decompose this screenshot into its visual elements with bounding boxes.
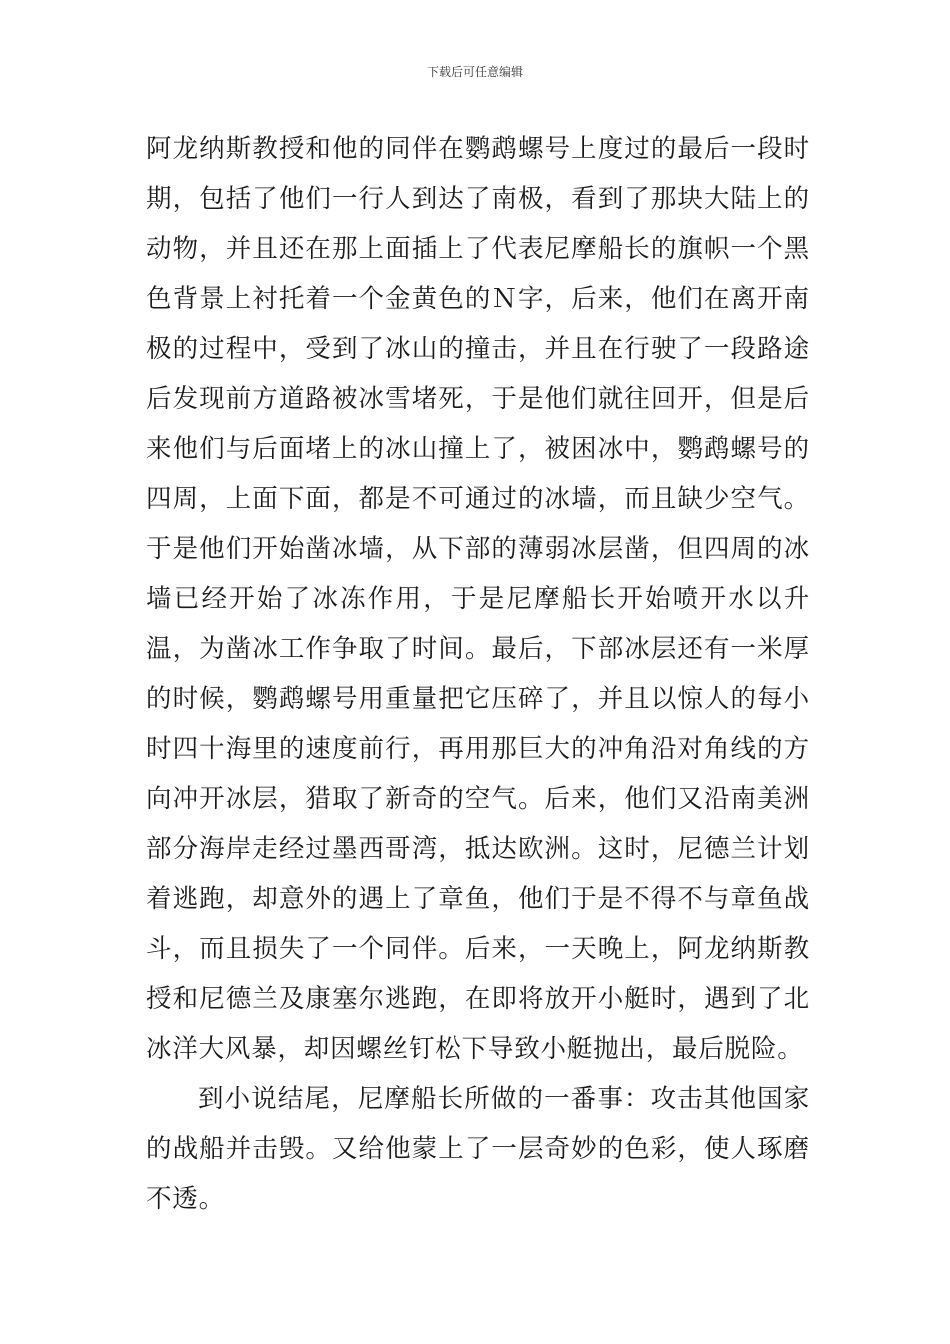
document-body [146, 124, 810, 1224]
page-header: 下载后可任意编辑 [426, 65, 523, 79]
paragraph-summary: 阿龙纳斯教授和他的同伴在鹦鹉螺号上度过的最后一段时期，包括了他们一行人到达了南极，看到了那块大陆上的动物，并且还在那上面插上了代表尼摩船长的旗帜一个黑色背景上衬托着一个金黄色的Ｎ字，后来，他们在离开南极的过程中，受到了冰山的撞击，并且在行驶了一段路途后发现前方道路被冰雪堵死，于是他们就往回开，但是后来他们与后面堵上的冰山撞上了，被困冰中，鹦鹉螺号的四周，上面下面，都是不可通过的冰墙，而且缺少空气。于是他们开始凿冰墙，从下部的薄弱冰层凿，但四周的冰墙已经开始了冰冻作用，于是尼摩船长开始喷开水以升温，为凿冰工作争取了时间。最后，下部冰层还有一米厚的时候，鹦鹉螺号用重量把它压碎了，并且以惊人的每小时四十海里的速度前行，再用那巨大的冲角沿对角线的方向冲开冰层，猎取了新奇的空气。后来，他们又沿南美洲部分海岸走经过墨西哥湾，抵达欧洲。这时，尼德兰计划着逃跑，却意外的遇上了章鱼，他们于是不得不与章鱼战斗，而且损失了一个同伴。后来，一天晚上，阿龙纳斯教授和尼德兰及康塞尔逃跑，在即将放开小艇时，遇到了北冰洋大风暴，却因螺丝钉松下导致小艇抛出，最后脱险。 [146, 134, 810, 1064]
paragraph-ending: 到小说结尾，尼摩船长所做的一番事：攻击其他国家的战船并击毁。又给他蒙上了一层奇妙的色彩，使人琢磨不透。 [146, 1084, 810, 1214]
